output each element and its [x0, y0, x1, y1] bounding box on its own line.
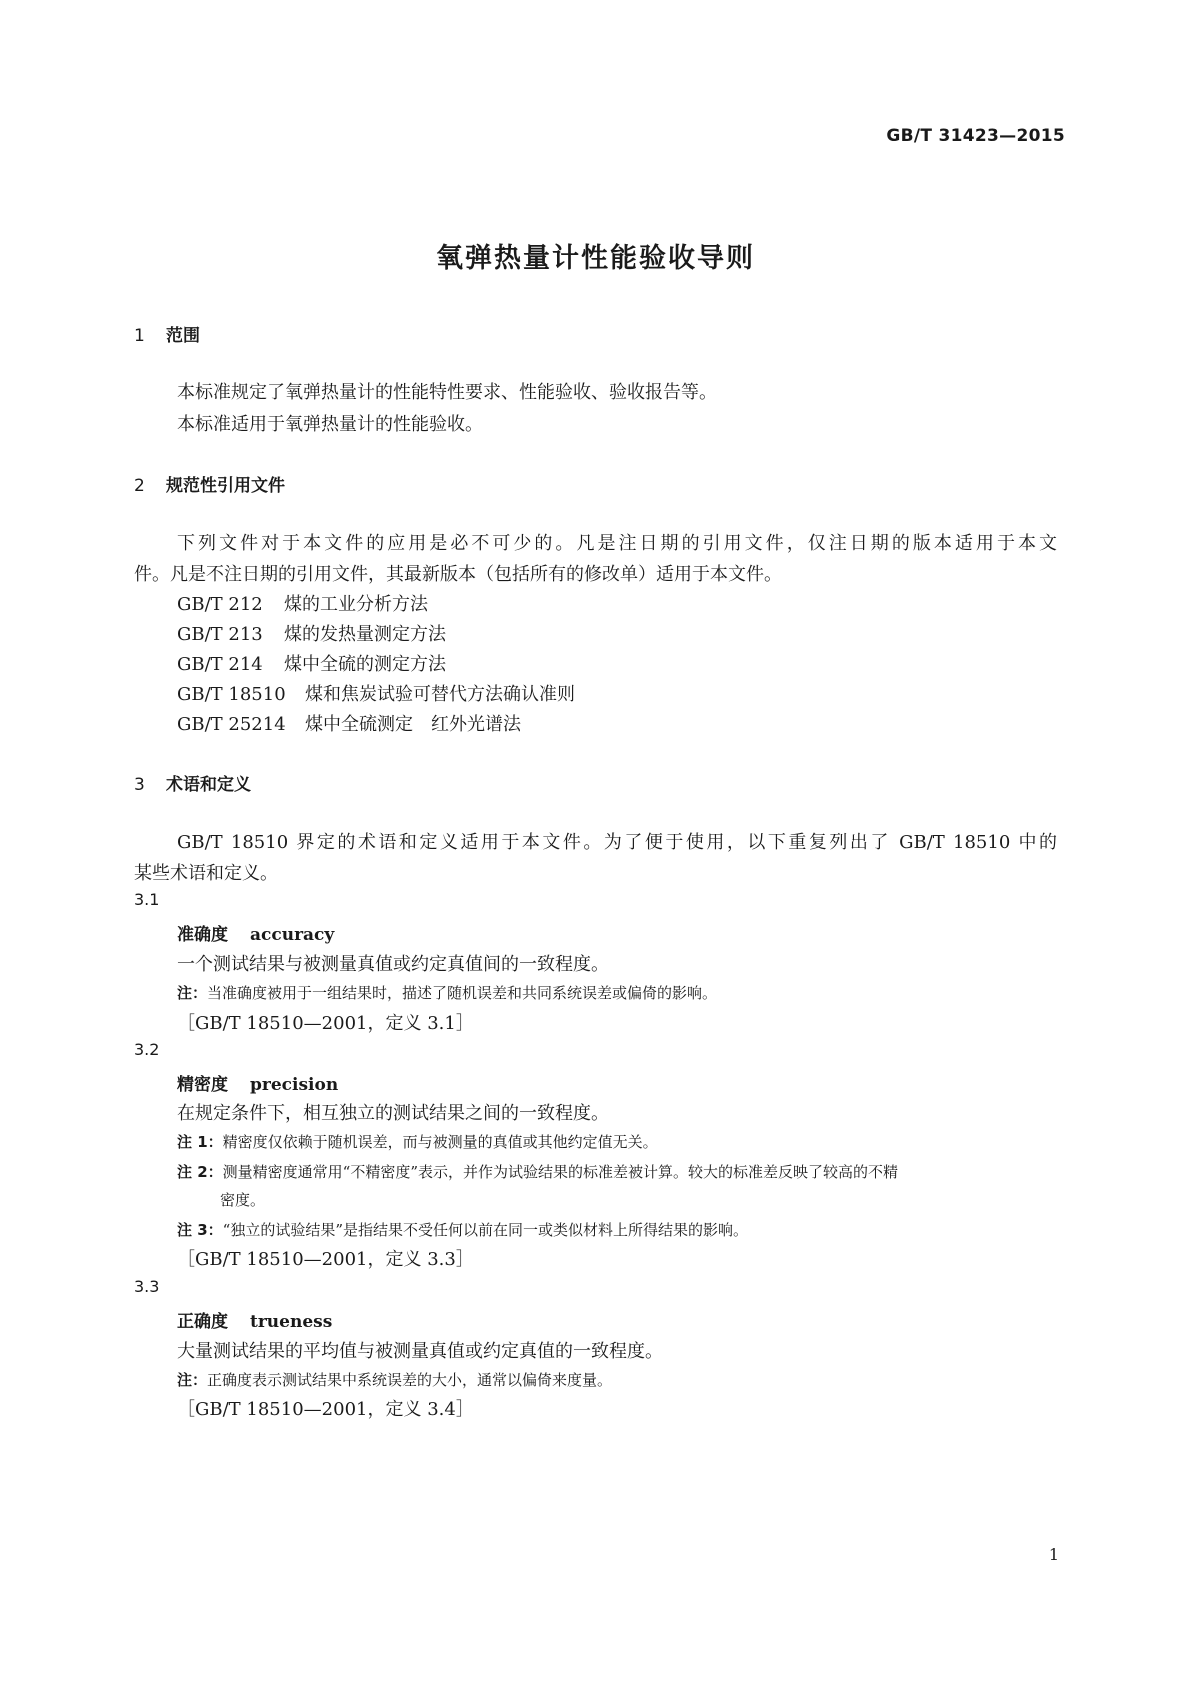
term-source: ［GB/T 18510—2001，定义 3.1］	[177, 1013, 474, 1034]
reference-code: GB/T 212	[177, 594, 263, 615]
terms-intro-line-1: GB/T 18510 界定的术语和定义适用于本文件。为了便于使用，以下重复列出了 GB/T 18510 中的	[177, 832, 1057, 853]
document-title: 氧弹热量计性能验收导则	[436, 243, 755, 274]
references-intro-line-2: 件。凡是不注日期的引用文件，其最新版本（包括所有的修改单）适用于本文件。	[134, 564, 782, 585]
section-3-heading	[134, 770, 251, 795]
term-number: 3.3	[134, 1277, 160, 1296]
reference-title: 煤中全硫的测定方法	[284, 654, 446, 675]
term-note	[177, 1131, 658, 1152]
reference-code: GB/T 214	[177, 654, 263, 675]
term-english: trueness	[250, 1312, 333, 1332]
reference-code: GB/T 18510	[177, 684, 286, 705]
reference-item	[177, 620, 446, 646]
term-english: accuracy	[250, 925, 335, 945]
reference-code: GB/T 213	[177, 624, 263, 645]
term-note	[177, 1161, 898, 1182]
term-chinese: 正确度	[177, 1312, 228, 1332]
scope-paragraph-1: 本标准规定了氧弹热量计的性能特性要求、性能验收、验收报告等。	[177, 382, 717, 403]
section-2-heading	[134, 471, 285, 496]
term-chinese: 准确度	[177, 925, 228, 945]
scope-paragraph-2: 本标准适用于氧弹热量计的性能验收。	[177, 414, 483, 435]
references-intro-line-1: 下列文件对于本文件的应用是必不可少的。凡是注日期的引用文件，仅注日期的版本适用于本文	[177, 533, 1057, 554]
term-source: ［GB/T 18510—2001，定义 3.3］	[177, 1249, 474, 1270]
note-text: 测量精密度通常用“不精密度”表示，并作为试验结果的标准差被计算。较大的标准差反映了较高的不精	[222, 1163, 899, 1181]
note-label: 注：	[177, 1371, 208, 1389]
reference-item	[177, 680, 575, 706]
note-text: “独立的试验结果”是指结果不受任何以前在同一或类似材料上所得结果的影响。	[222, 1221, 749, 1239]
reference-item	[177, 590, 428, 616]
note-continuation: 密度。	[220, 1191, 266, 1209]
term-source: ［GB/T 18510—2001，定义 3.4］	[177, 1399, 474, 1420]
section-title: 术语和定义	[166, 775, 251, 795]
note-text: 精密度仅依赖于随机误差，而与被测量的真值或其他约定值无关。	[222, 1133, 658, 1151]
section-number: 2	[134, 476, 145, 496]
term-note	[177, 1219, 748, 1240]
term-heading	[177, 1307, 332, 1332]
note-text: 当准确度被用于一组结果时，描述了随机误差和共同系统误差或偏倚的影响。	[207, 984, 718, 1002]
term-heading	[177, 920, 334, 945]
term-number: 3.1	[134, 890, 160, 909]
reference-item	[177, 710, 521, 736]
note-label: 注 2：	[177, 1163, 223, 1181]
reference-item	[177, 650, 446, 676]
reference-code: GB/T 25214	[177, 714, 286, 735]
section-number: 1	[134, 326, 145, 346]
term-definition: 一个测试结果与被测量真值或约定真值间的一致程度。	[177, 954, 609, 975]
term-english: precision	[250, 1075, 339, 1095]
term-heading	[177, 1070, 338, 1095]
reference-title: 煤中全硫测定 红外光谱法	[305, 714, 521, 735]
term-number: 3.2	[134, 1040, 160, 1059]
term-note	[177, 1369, 612, 1390]
term-definition: 在规定条件下，相互独立的测试结果之间的一致程度。	[177, 1103, 609, 1124]
terms-intro-line-2: 某些术语和定义。	[134, 863, 278, 884]
reference-title: 煤和焦炭试验可替代方法确认准则	[305, 684, 575, 705]
note-label: 注：	[177, 984, 208, 1002]
standard-number: GB/T 31423—2015	[886, 126, 1065, 146]
note-label: 注 1：	[177, 1133, 223, 1151]
section-number: 3	[134, 775, 145, 795]
term-note	[177, 982, 717, 1003]
section-1-heading	[134, 321, 200, 346]
section-title: 规范性引用文件	[166, 476, 285, 496]
section-title: 范围	[166, 326, 200, 346]
term-definition: 大量测试结果的平均值与被测量真值或约定真值的一致程度。	[177, 1341, 663, 1362]
note-text: 正确度表示测试结果中系统误差的大小，通常以偏倚来度量。	[207, 1371, 613, 1389]
reference-title: 煤的发热量测定方法	[284, 624, 446, 645]
page-number: 1	[1048, 1545, 1059, 1564]
reference-title: 煤的工业分析方法	[284, 594, 428, 615]
note-label: 注 3：	[177, 1221, 223, 1239]
term-chinese: 精密度	[177, 1075, 228, 1095]
